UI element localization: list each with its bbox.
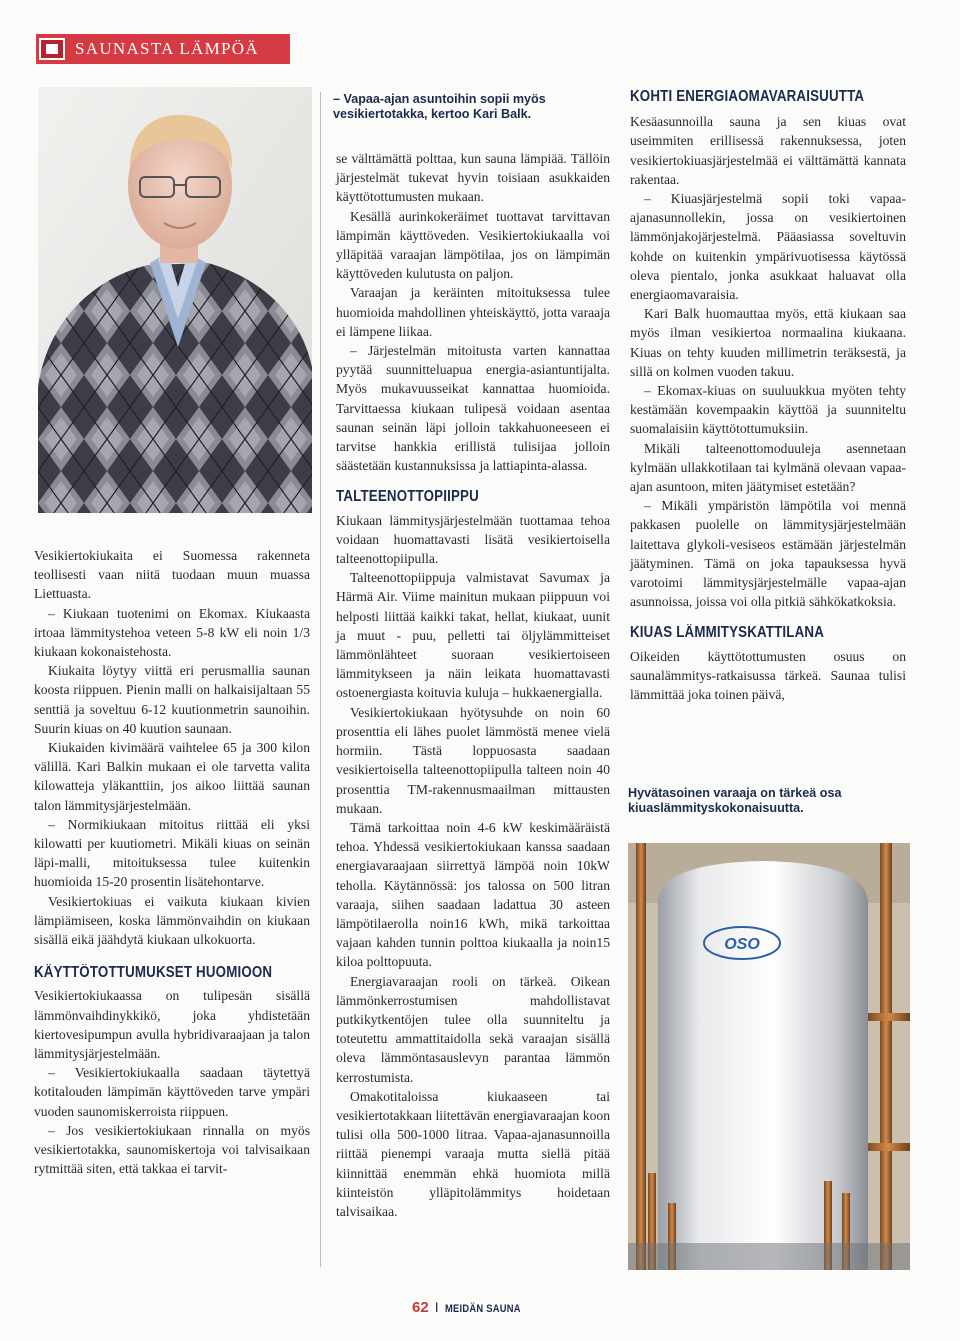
section-heading: KÄYTTÖTOTTUMUKSET HUOMIOON (34, 964, 273, 982)
page-footer (412, 1299, 534, 1316)
paragraph: Kesäasunnoilla sauna ja sen kiuas ovat useimmiten erillisessä rakennuksessa, joten vesikiertokiuasjärjestelmää ei välttämättä kannata rakentaa. (630, 114, 906, 187)
paragraph: – Mikäli ympäristön lämpötila voi mennä pakkasen puolelle on lämmitysjärjestelmään laitettava glykoli-vesiseos estämään järjestelmän jäätyminen. Tämä on joka tapauksessa hyvä varotoimi lämmitysjärjestelmälle vapaa-ajan asunnoissa, joissa voi olla pitkiä sähkökatkoksia. (630, 498, 906, 610)
section-heading: KOHTI ENERGIAOMAVARAISUUTTA (630, 88, 865, 105)
paragraph: – Kiuasjärjestelmä sopii toki vapaa-ajanasunnollekin, jossa on vesikiertoinen lämmönjakojärjestelmä. Pääasiassa soveltuvin kohde on kuitenkin ympärivuotisessa käytössä oleva pientalo, jonka asukkaat haluavat olla energiaomavaraisia. (630, 191, 906, 303)
paragraph: – Kiukaan tuotenimi on Ekomax. Kiukaasta irtoaa lämmitystehoa veteen 5-8 kW eli noin 1/3 kiukaan kokonaistehosta. (34, 605, 310, 660)
section-banner (36, 34, 290, 64)
article-column-1 (34, 546, 310, 1179)
paragraph: Vesikiertokiukaan hyötysuhde on noin 60 prosenttia eli lähes puolet lämmöstä menee vielä hormiin. Tästä loppuosasta saadaan vesikiertoisella talteenottopiipulla talteen noin 40 prosenttia TM-rakennusmaailman mittausten mukaan. (336, 704, 610, 816)
section-title: SAUNASTA LÄMPÖÄ (75, 39, 259, 58)
boiler-logo: OSO (724, 936, 760, 953)
paragraph: Mikäli talteenottomoduuleja asennetaan kylmään ullakkotilaan tai kylmänä olevaan vapaa-ajan asuntoon, miten jäätymiset estetään? (630, 440, 906, 495)
paragraph: Vesikiertokiukaassa on tulipesän sisällä lämmönvaihdinykkikö, joka yhdistetään kiertovesipumpun avulla hybridivaraajaan ja talon lämmitysjärjestelmään. (34, 988, 310, 1062)
photo-caption: Hyvätasoinen varaaja on tärkeä osa kiuaslämmityskokonaisuutta. (628, 786, 842, 815)
paragraph: Omakotitaloissa kiukaaseen tai vesikiertotakkaan liitettävän energiavaraajan koon tulisi olla 500-1000 litraa. Vapaa-ajanasunnoilla riittää pienempi varaaja mutta siellä pitää kiinnittää enemmän ehkä huomiota millä kiinteistön ylläpitolämmitys hoidetaan talvisaikaa. (336, 1088, 610, 1219)
paragraph: Oikeiden käyttötottumusten osuus on saunalämmitys-ratkaisussa tärkeä. Saunaa tulisi lämmittää joka toinen päivä, (630, 648, 906, 703)
paragraph: Kiukaiden kivimäärä vaihtelee 65 ja 300 kilon välillä. Kari Balkin mukaan ei ole tarvetta valita kilowatteja yläkanttiin, jos aikoo liittää saunan talon lämmitysjärjestelmään. (34, 740, 310, 813)
paragraph: – Järjestelmän mitoitusta varten kannattaa pyytää suunnitteluapua energia-asiantuntijalta. Myös mukavuusseikat kannattaa huomioida. Tarvittaessa kiukaan tulipesä voidaan asentaa saunan seinän läpi jolloin takkahuoneeseen ei tarvitse hankkia erillistä tulisijaa jolloin säästetään kustannuksissa ja lattiapinta-alassa. (336, 343, 610, 474)
footer-separator: I (434, 1299, 439, 1315)
paragraph: Varaajan ja keräinten mitoituksessa tulee huomioida mahdollinen yhteiskäyttö, jotta varaaja ei lämpene liikaa. (336, 285, 610, 339)
section-heading: TALTEENOTTOPIIPPU (336, 488, 479, 506)
paragraph: Tämä tarkoittaa noin 4-6 kW keskimääräistä tehoa. Yhdessä vesikiertokiukaan kanssa saadaan energiavaraajaan siirrettyä lämpöä noin 10kW teholla. Käytännössä: jos talossa on 500 litran varaaja, siihen saadaan ladattua 30 asteen lämpötilaerolla noin16 kWh, mikä tarkoittaa vajaan kahden tunnin polttoa kiukaalla ja noin15 kiloa polttopuuta. (336, 819, 610, 970)
paragraph: – Normikiukaan mitoitus riittää eli yksi kilowatti per kuutiometri. Mikäli kiuas on seinän läpi-malli, mitoituksessa tulee kuitenkin huomioida 15-20 prosentin lisätehontarve. (34, 816, 310, 890)
paragraph: Vesikiertokiuas ei vaikuta kiukaan kivien lämpiämiseen, koska lämmönvaihdin on kiukaan sisällä eikä jäähdytä kiukaan ulkokuorta. (34, 893, 310, 948)
publication-name: MEIDÄN SAUNA (444, 1303, 521, 1315)
portrait-photo (38, 87, 312, 513)
article-column-3 (630, 88, 906, 704)
pull-quote: – Vapaa-ajan asuntoihin sopii myös vesikiertotakka, kertoo Kari Balk. (333, 92, 546, 121)
article-column-2 (336, 149, 610, 1221)
column-divider (320, 92, 321, 1267)
boiler-photo (628, 843, 910, 1270)
section-heading: KIUAS LÄMMITYSKATTILANA (630, 624, 825, 642)
paragraph: Kiukaita löytyy viittä eri perusmallia saunan koosta riippuen. Pienin malli on halkaisijaltaan 55 senttiä ja soveltuu 6-12 kuutionmetrin saunoihin. Suurin kiuas on 40 kuution saunaan. (34, 663, 310, 736)
paragraph: Kiukaan lämmitysjärjestelmään tuottamaa tehoa voidaan huomattavasti lisätä vesikiertoisella talteenottopiipulla. (336, 512, 610, 567)
page-number: 62 (412, 1299, 429, 1316)
paragraph: Kesällä aurinkokeräimet tuottavat tarvittavan lämpimän käyttöveden. Vesikiertokiukaalla voi ylläpitää varaajan lämpötilaa, jos on lämpimän käyttöveden kulutusta on paljon. (336, 208, 610, 282)
paragraph: Vesikiertokiukaita ei Suomessa rakenneta teollisesti vaan niitä tuodaan muun muassa Liettuasta. (34, 548, 310, 602)
paragraph: Talteenottopiippuja valmistavat Savumax ja Härmä Air. Viime mainitun mukaan piippuun voi helposti liittää kaikki takat, hellat, kiukaat, uunit ja muut - puu, pelletti tai öljylämmitteiset lämmönlähteet suoraan vesikiertoiseen lämmitykseen ja näin leikata huomattavasti ostoenergiasta koituvia kuluja – hukkaenergialla. (336, 570, 610, 701)
banner-square-icon (39, 38, 65, 60)
paragraph: – Vesikiertokiukaalla saadaan täytettyä kotitalouden lämpimän käyttöveden tarve ympäri vuoden saunomiskerroista riippuen. (34, 1065, 310, 1119)
paragraph: Energiavaraajan rooli on tärkeä. Oikean lämmönkerrostumisen mahdollistavat putkikytkentöjen tulee olla suunniteltu ja toteutettu ammattitaidolla sekä varaajan sisällä oleva lämmöntasauslevyn parantaa lämmön kerrostumista. (336, 973, 610, 1085)
paragraph: – Jos vesikiertokiukaan rinnalla on myös vesikiertotakka, saunomiskertoja voi talvisaikaan rytmittää siten, että takkaa ei tarvit- (34, 1122, 310, 1177)
paragraph: – Ekomax-kiuas on suuluukkua myöten tehty kestämään kovempaakin käyttöä ja suunniteltu suomalaisiin käyttötottumuksiin. (630, 383, 906, 437)
paragraph: Kari Balk huomauttaa myös, että kiukaan saa myös ilman vesikiertoa normaalina kiukaana. Kiuas on tehty kuuden millimetrin teräksestä, ja sillä on kolmen vuoden takuu. (630, 306, 906, 379)
paragraph: se välttämättä polttaa, kun sauna lämpiää. Tällöin järjestelmät tukevat hyvin toisiaan asukkaiden käyttötottumusten mukaan. (336, 151, 610, 205)
